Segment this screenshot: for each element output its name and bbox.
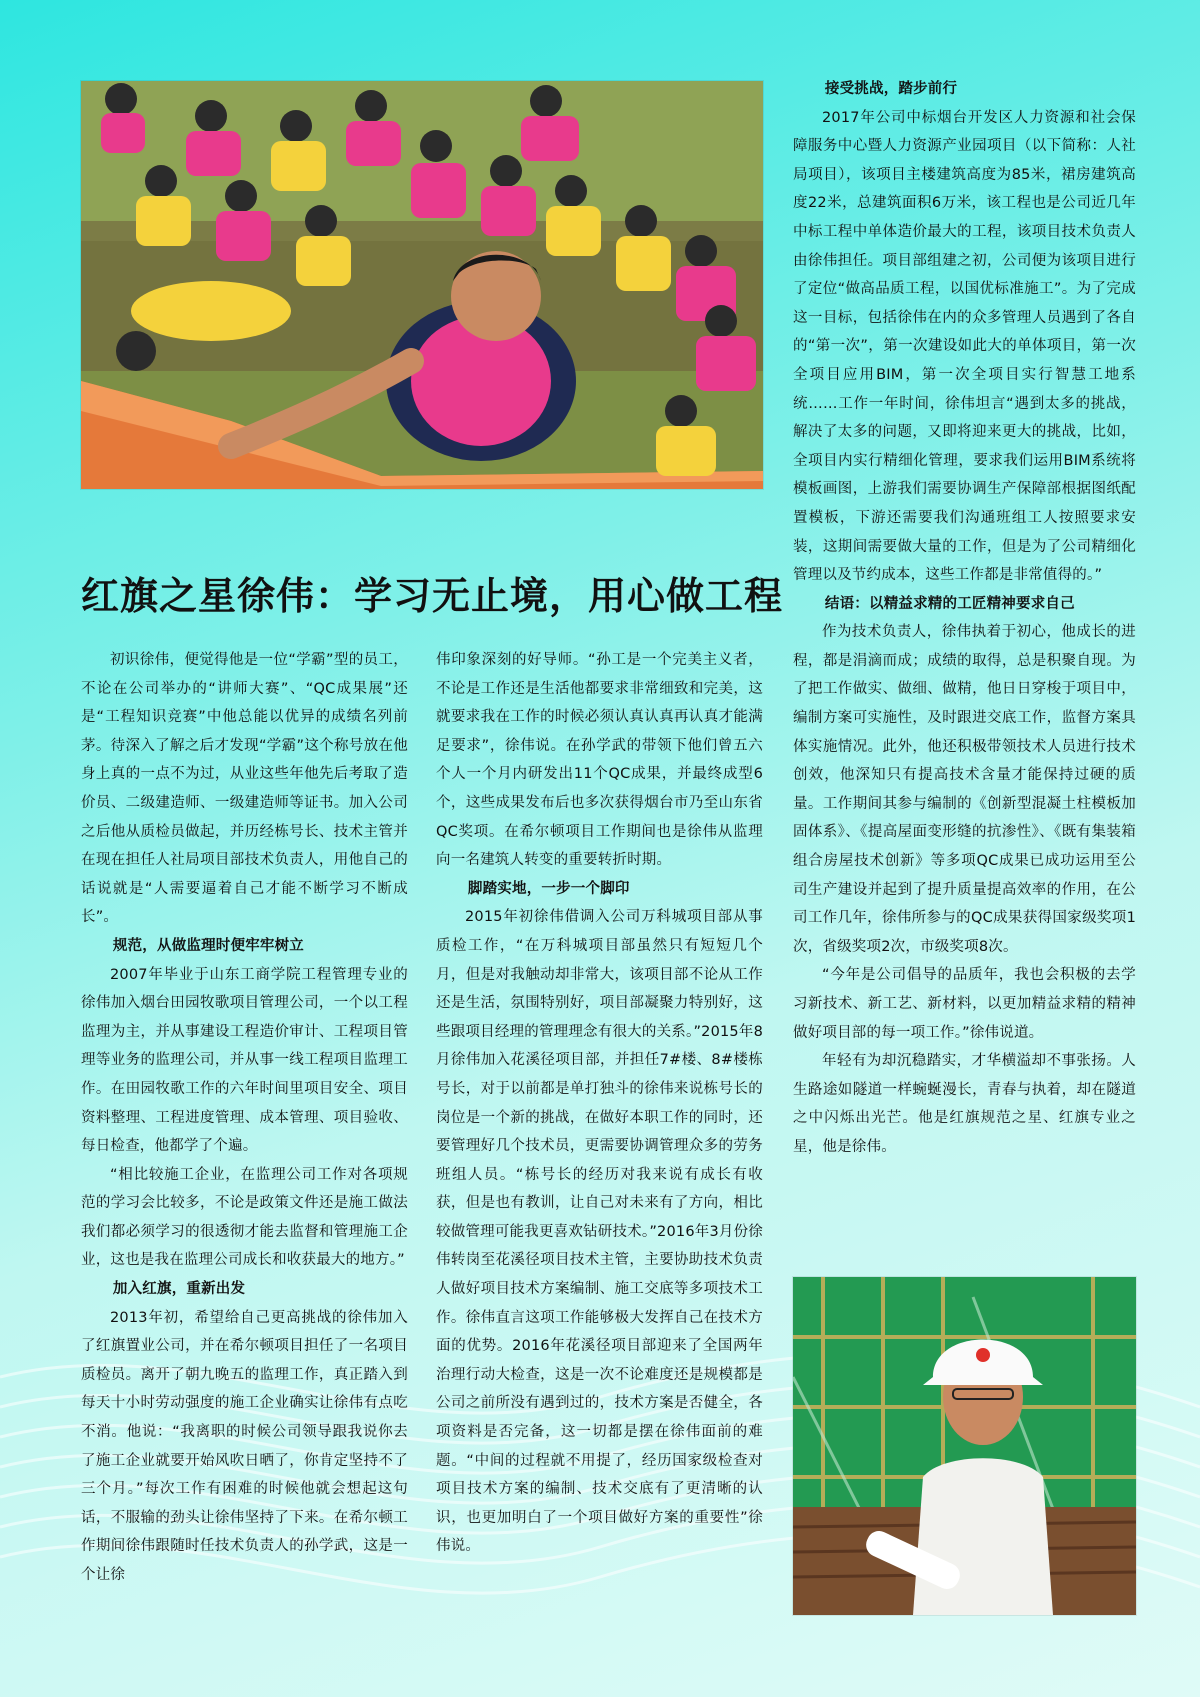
paragraph: 伟印象深刻的好导师。“孙工是一个完美主义者，不论是工作还是生活他都要求非常细致和完美，这就要求我在工作的时候必须认真认真再认真才能满足要求”，徐伟说。在孙学武的带领下他们曾五六个人一个月内研发出11个QC成果，并最终成型6个，这些成果发布后也多次获得烟台市乃至山东省QC奖项。在希尔顿项目工作期间也是徐伟从监理向一名建筑人转变的重要转折时期。: [436, 652, 763, 869]
article-column-3: [793, 75, 1136, 1162]
article-column-2: [436, 646, 763, 1561]
worker-portrait-illustration: [793, 1277, 1136, 1615]
paragraph: 年轻有为却沉稳踏实，才华横溢却不事张扬。人生路途如隧道一样蜿蜒漫长，青春与执着，却在隧道之中闪烁出光芒。他是红旗规范之星、红旗专业之星，他是徐伟。: [793, 1053, 1136, 1155]
team-climbing-illustration: [81, 81, 763, 489]
paragraph: 2015年初徐伟借调入公司万科城项目部从事质检工作，“在万科城项目部虽然只有短短几个月，但是对我触动却非常大，该项目部不论从工作还是生活，氛围特别好，项目部凝聚力特别好，这些跟项目经理的管理理念有很大的关系。”2015年8月徐伟加入花溪径项目部，并担任7#楼、8#楼栋号长，对于以前都是单打独斗的徐伟来说栋号长的岗位是一个新的挑战，在做好本职工作的同时，还要管理好几个技术员，更需要协调管理众多的劳务班组人员。“栋号长的经历对我来说有成长有收获，但是也有教训，让自己对未来有了方向，相比较做管理可能我更喜欢钻研技术。”2016年3月份徐伟转岗至花溪径项目技术主管，主要协助技术负责人做好项目技术方案编制、施工交底等多项技术工作。徐伟直言这项工作能够极大发挥自己在技术方面的优势。2016年花溪径项目部迎来了全国两年治理行动大检查，这是一次不论难度还是规模都是公司之前所没有遇到过的，技术方案是否健全，各项资料是否完备，这一切都是摆在徐伟面前的难题。“中间的过程就不用提了，经历国家级检查对项目技术方案的编制、技术交底有了更清晰的认识，也更加明白了一个项目做好方案的重要性”徐伟说。: [436, 909, 763, 1555]
section-heading: 接受挑战，踏步前行: [824, 81, 958, 97]
paragraph: “相比较施工企业，在监理公司工作对各项规范的学习会比较多，不论是政策文件还是施工做法我们都必须学习的很透彻才能去监督和管理施工企业，这也是我在监理公司成长和收获最大的地方。”: [81, 1166, 408, 1269]
paragraph: “今年是公司倡导的品质年，我也会积极的去学习新技术、新工艺、新材料，以更加精益求精的精神做好项目部的每一项工作。”徐伟说道。: [793, 967, 1136, 1041]
team-climbing-photo: [81, 81, 763, 489]
paragraph: 作为技术负责人，徐伟执着于初心，他成长的进程，都是涓滴而成；成绩的取得，总是积聚自现。为了把工作做实、做细、做精，他日日穿梭于项目中，编制方案可实施性，及时跟进交底工作，监督方案具体实施情况。此外，他还积极带领技术人员进行技术创效，他深知只有提高技术含量才能保持过硬的质量。工作期间其参与编制的《创新型混凝土柱模板加固体系》、《提高屋面变形缝的抗渗性》、《既有集装箱组合房屋技术创新》等多项QC成果已成功运用至公司生产建设并起到了提升质量提高效率的作用，在公司工作几年，徐伟所参与的QC成果获得国家级奖项1次，省级奖项2次，市级奖项8次。: [793, 624, 1136, 955]
section-heading: 脚踏实地，一步一个脚印: [467, 880, 630, 897]
section-heading: 规范，从做监理时便牢牢树立: [112, 937, 304, 954]
worker-portrait-photo: [793, 1277, 1136, 1615]
section-heading: 加入红旗，重新出发: [112, 1281, 246, 1298]
article-title: 红旗之星徐伟：学习无止境，用心做工程: [81, 573, 784, 619]
section-heading: 结语：以精益求精的工匠精神要求自己: [824, 595, 1075, 612]
paragraph: 2013年初，希望给自己更高挑战的徐伟加入了红旗置业公司，并在希尔顿项目担任了一名项目质检员。离开了朝九晚五的监理工作，真正踏入到每天十小时劳动强度的施工企业确实让徐伟有点吃不消。他说：“我离职的时候公司领导跟我说你去了施工企业就要开始风吹日晒了，你肯定坚持不了三个月。”每次工作有困难的时候他就会想起这句话，不服输的劲头让徐伟坚持了下来。在希尔顿工作期间徐伟跟随时任技术负责人的孙学武，这是一个让徐: [81, 1309, 408, 1583]
paragraph: 2007年毕业于山东工商学院工程管理专业的徐伟加入烟台田园牧歌项目管理公司，一个以工程监理为主，并从事建设工程造价审计、工程项目管理等业务的监理公司，并从事一线工程项目监理工作。在田园牧歌工作的六年时间里项目安全、项目资料整理、工程进度管理、成本管理、项目验收、每日检查，他都学了个遍。: [81, 966, 408, 1155]
paragraph: 初识徐伟，便觉得他是一位“学霸”型的员工，不论在公司举办的“讲师大赛”、“QC成果展”还是“工程知识竞赛”中他总能以优异的成绩名列前茅。待深入了解之后才发现“学霸”这个称号放在他身上真的一点不为过，从业这些年他先后考取了造价员、二级建造师、一级建造师等证书。加入公司之后他从质检员做起，并历经栋号长、技术主管并在现在担任人社局项目部技术负责人，用他自己的话说就是“人需要逼着自己才能不断学习不断成长”。: [81, 652, 408, 926]
article-column-1: [81, 646, 408, 1590]
paragraph: 2017年公司中标烟台开发区人力资源和社会保障服务中心暨人力资源产业园项目（以下简称：人社局项目），该项目主楼建筑高度为85米，裙房建筑高度22米，总建筑面积6万米，该工程也是公司近几年中标工程中单体造价最大的工程，该项目技术负责人由徐伟担任。项目部组建之初，公司便为该项目进行了定位“做高品质工程，以国优标准施工”。为了完成这一目标，包括徐伟在内的众多管理人员遇到了各自的“第一次”，第一次建设如此大的单体项目，第一次全项目应用BIM，第一次全项目实行智慧工地系统……工作一年时间，徐伟坦言“遇到太多的挑战，解决了太多的问题，又即将迎来更大的挑战，比如，全项目内实行精细化管理，要求我们运用BIM系统将模板画图，上游我们需要协调生产保障部根据图纸配置模板，下游还需要我们沟通班组工人按照要求安装，这期间需要做大量的工作，但是为了公司精细化管理以及节约成本，这些工作都是非常值得的。”: [793, 109, 1136, 584]
